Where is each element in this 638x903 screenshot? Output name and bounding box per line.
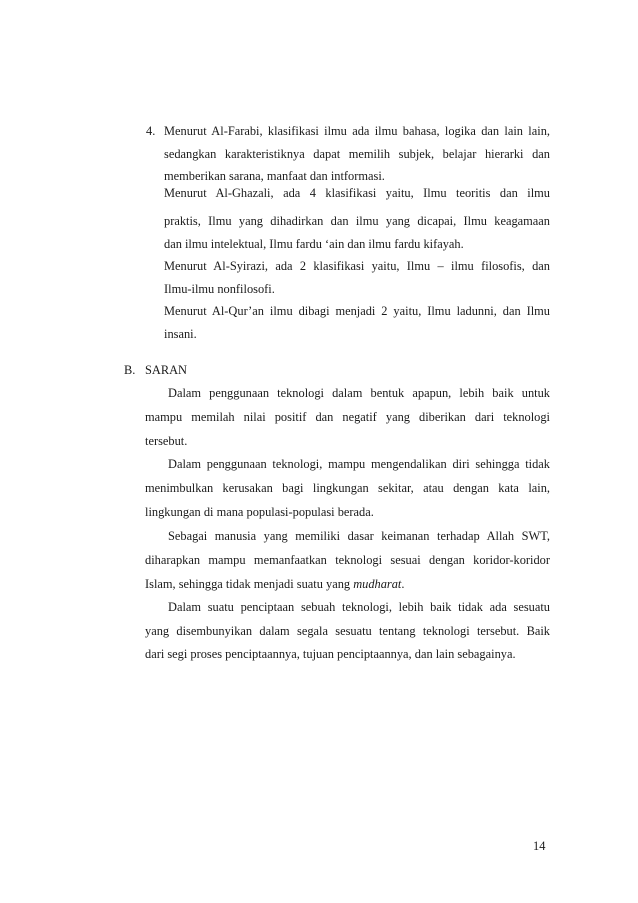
text-line: dan ilmu intelektual, Ilmu fardu ‘ain dan ilmu fardu kifayah. — [164, 237, 464, 251]
text-line: memberikan sarana, manfaat dan intformasi. — [164, 169, 385, 183]
text-line: Menurut Al-Ghazali, ada 4 klasifikasi yaitu, Ilmu teoritis dan ilmu — [164, 186, 550, 200]
text-line: praktis, Ilmu yang dihadirkan dan ilmu yang dicapai, Ilmu keagamaan — [164, 214, 550, 228]
text-line: mampu memilah nilai positif dan negatif yang diberikan dari teknologi — [145, 410, 550, 424]
section-letter: B. — [124, 363, 136, 377]
text-line: Dalam penggunaan teknologi dalam bentuk apapun, lebih baik untuk — [168, 386, 550, 400]
text-line: dari segi proses penciptaannya, tujuan penciptaannya, dan lain sebagainya. — [145, 647, 516, 661]
section-title: SARAN — [145, 363, 187, 377]
italic-term: mudharat — [353, 577, 402, 591]
text-line: Sebagai manusia yang memiliki dasar keimanan terhadap Allah SWT, — [168, 529, 550, 543]
text-line — [145, 576, 405, 592]
text-line: Dalam suatu penciptaan sebuah teknologi, lebih baik tidak ada sesuatu — [168, 600, 550, 614]
text-line: tersebut. — [145, 434, 188, 448]
text-line: Menurut Al-Syirazi, ada 2 klasifikasi yaitu, Ilmu – ilmu filosofis, dan — [164, 259, 550, 273]
text-line: sedangkan karakteristiknya dapat memilih subjek, belajar hierarki dan — [164, 147, 550, 161]
text-line: insani. — [164, 327, 197, 341]
text-line: yang disembunyikan dalam segala sesuatu tentang teknologi tersebut. Baik — [145, 624, 550, 638]
text-line: menimbulkan kerusakan bagi lingkungan sekitar, atau dengan kata lain, — [145, 481, 550, 495]
page-number: 14 — [533, 839, 546, 853]
text-line: Ilmu-ilmu nonfilosofi. — [164, 282, 275, 296]
text-run: . — [401, 577, 405, 591]
list-number: 4. — [146, 124, 156, 138]
text-line: diharapkan mampu memanfaatkan teknologi sesuai dengan koridor-koridor — [145, 553, 550, 567]
text-line: Menurut Al-Farabi, klasifikasi ilmu ada ilmu bahasa, logika dan lain lain, — [164, 124, 550, 138]
text-line: Dalam penggunaan teknologi, mampu mengendalikan diri sehingga tidak — [168, 457, 550, 471]
text-line: lingkungan di mana populasi-populasi berada. — [145, 505, 374, 519]
text-line: Menurut Al-Qur’an ilmu dibagi menjadi 2 yaitu, Ilmu ladunni, dan Ilmu — [164, 304, 550, 318]
text-run: Islam, sehingga tidak menjadi suatu yang — [145, 577, 354, 591]
